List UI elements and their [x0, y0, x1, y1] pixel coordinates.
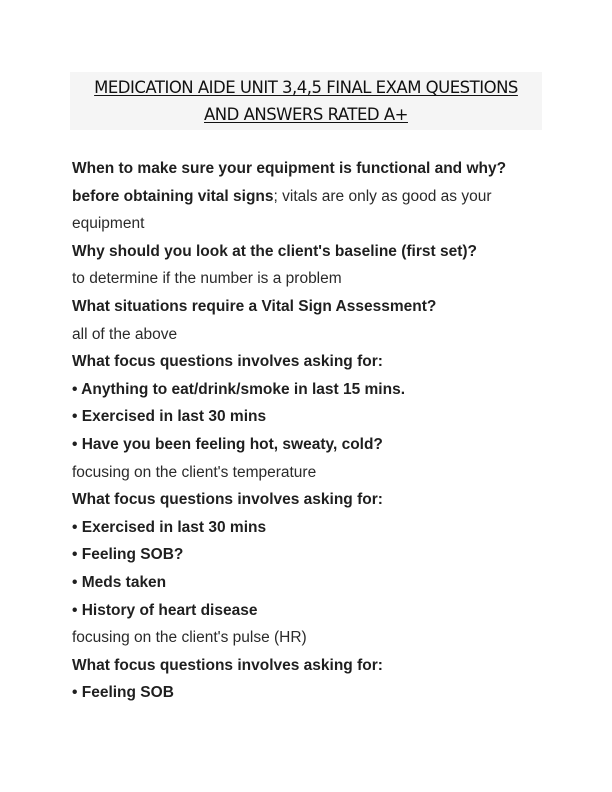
- answer-1: [72, 183, 542, 211]
- question-6-bullet-1: • Feeling SOB: [72, 684, 174, 702]
- question-5: What focus questions involves asking for:: [72, 491, 383, 509]
- question-4-bullet-2: • Exercised in last 30 mins: [72, 408, 267, 426]
- question-4-bullet-3: • Have you been feeling hot, sweaty, cold?: [72, 435, 383, 453]
- answer-1-continued: equipment: [72, 215, 145, 233]
- question-3: What situations require a Vital Sign Assessment?: [72, 297, 437, 315]
- answer-3: all of the above: [72, 325, 178, 343]
- qa-content: [72, 155, 542, 707]
- question-4: What focus questions involves asking for:: [72, 353, 383, 371]
- document-title-line-1: MEDICATION AIDE UNIT 3,4,5 FINAL EXAM QUESTIONS: [94, 78, 518, 97]
- question-5-bullet-3: • Meds taken: [72, 573, 167, 591]
- answer-4: focusing on the client's temperature: [72, 463, 317, 481]
- answer-1-bold: before obtaining vital signs: [72, 187, 274, 205]
- question-5-bullet-2: • Feeling SOB?: [72, 546, 184, 564]
- question-4-bullet-1: • Anything to eat/drink/smoke in last 15 mins.: [72, 380, 406, 398]
- question-6: What focus questions involves asking for:: [72, 656, 383, 674]
- question-1: When to make sure your equipment is functional and why?: [72, 160, 507, 177]
- document-title-block: [70, 72, 542, 130]
- question-5-bullet-4: • History of heart disease: [72, 601, 258, 619]
- answer-5: focusing on the client's pulse (HR): [72, 629, 307, 647]
- question-2: Why should you look at the client's baseline (first set)?: [72, 242, 478, 260]
- question-5-bullet-1: • Exercised in last 30 mins: [72, 518, 267, 536]
- answer-2: to determine if the number is a problem: [72, 270, 342, 288]
- answer-1-rest: ; vitals are only as good as your: [273, 187, 492, 205]
- document-title-line-2: AND ANSWERS RATED A+: [204, 105, 408, 124]
